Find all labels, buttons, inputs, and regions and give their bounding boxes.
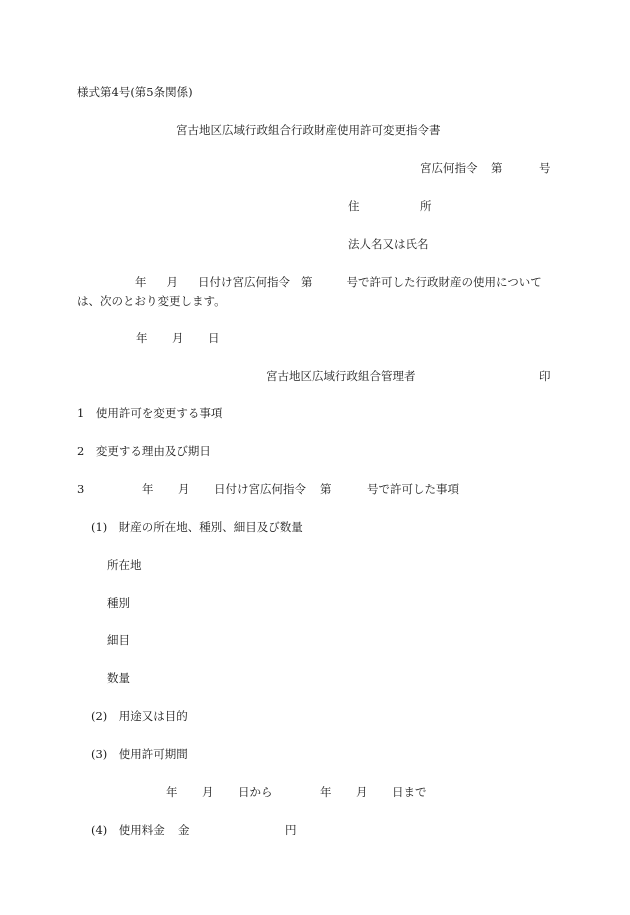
item-3-month: 月 (178, 482, 190, 496)
location-label: 所在地 (107, 558, 142, 572)
form-number: 様式第4号(第5条関係) (77, 85, 193, 99)
date-day: 日 (208, 331, 220, 345)
item-1: 1 使用許可を変更する事項 (77, 406, 223, 420)
body-text1: 日付け宮広何指令 (198, 275, 290, 289)
sub-item-2: (2) 用途又は目的 (91, 709, 188, 723)
name-label: 法人名又は氏名 (348, 237, 429, 251)
period-month-2: 月 (356, 785, 368, 799)
item-3-number: 3 (77, 482, 85, 496)
item-3-text1: 日付け宮広何指令 (214, 482, 306, 496)
sub-item-3: (3) 使用許可期間 (91, 747, 188, 761)
date-month: 月 (172, 331, 184, 345)
document-title: 宮古地区広域行政組合行政財産使用許可変更指令書 (176, 123, 441, 137)
quantity-label: 数量 (107, 671, 130, 685)
period-year-2: 年 (320, 785, 332, 799)
address-label-sho: 所 (420, 199, 432, 213)
period-year-1: 年 (166, 785, 178, 799)
body-paragraph (77, 273, 553, 311)
reference-dai: 第 (491, 161, 503, 175)
period-month-1: 月 (202, 785, 214, 799)
date-year: 年 (136, 331, 148, 345)
body-text2: 号で許可した行政財産の使用については、次のとおり変更します。 (77, 275, 542, 308)
period-to: 日まで (392, 785, 427, 799)
reference-label: 宮広何指令 (420, 161, 478, 175)
seal-mark: 印 (539, 369, 551, 383)
sub-item-1: (1) 財産の所在地、種別、細目及び数量 (91, 520, 303, 534)
item-3-year: 年 (142, 482, 154, 496)
sub-item-4: (4) 使用料金 (91, 823, 165, 837)
fee-kin: 金 (178, 823, 190, 837)
item-3-dai: 第 (320, 482, 332, 496)
body-year: 年 (135, 275, 147, 289)
item-2: 2 変更する理由及び期日 (77, 444, 211, 458)
issuer-name: 宮古地区広域行政組合管理者 (266, 369, 416, 383)
body-dai: 第 (301, 275, 313, 289)
period-from: 日から (238, 785, 273, 799)
detail-label: 細目 (107, 633, 130, 647)
item-3-text2: 号で許可した事項 (367, 482, 459, 496)
body-month: 月 (166, 275, 178, 289)
reference-go: 号 (539, 161, 551, 175)
fee-yen: 円 (285, 823, 297, 837)
type-label: 種別 (107, 596, 130, 610)
address-label-ju: 住 (348, 199, 360, 213)
